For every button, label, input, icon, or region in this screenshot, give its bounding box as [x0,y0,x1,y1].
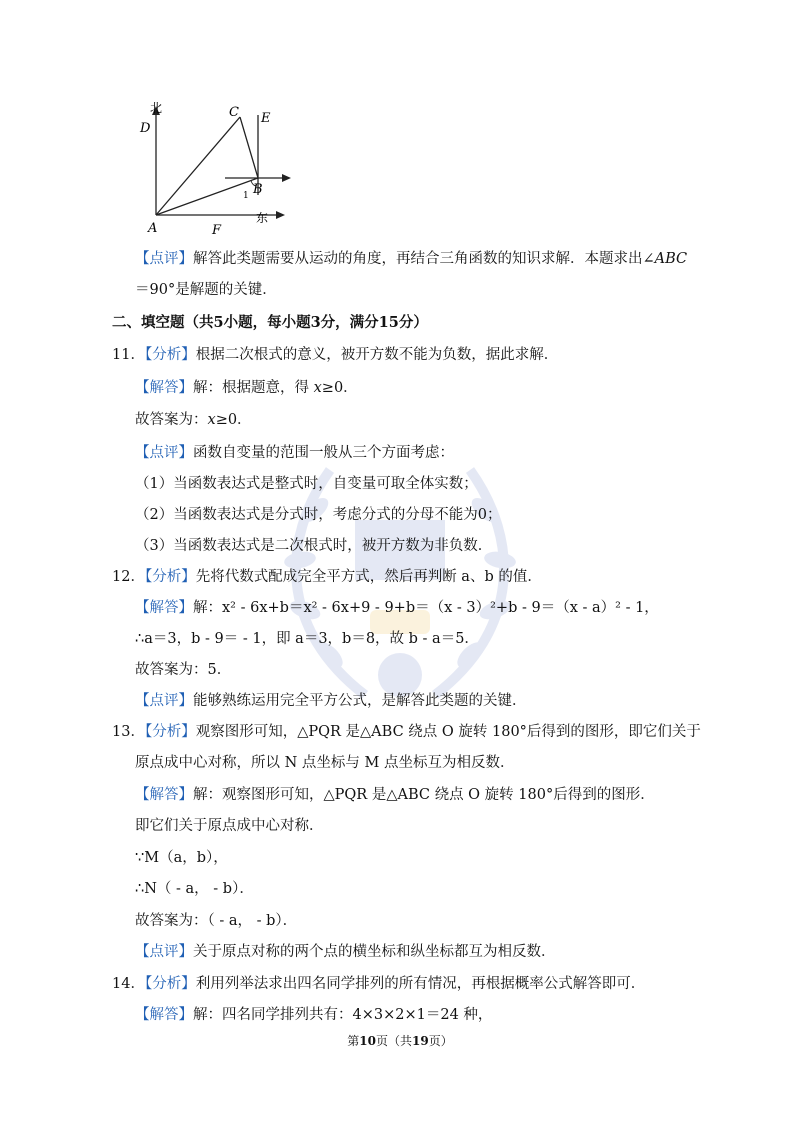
comment-tag: 【点评】 [135,445,193,461]
q12-number: 12． [112,569,145,585]
comment-tag: 【点评】 [135,251,193,267]
q14-analysis [112,974,645,994]
page-footer [0,1032,800,1049]
analysis-tag: 【分析】 [144,569,196,585]
analysis-tag: 【分析】 [144,724,196,740]
q11-number: 11． [112,347,145,363]
label-B: B [253,182,263,197]
angle-abc: ABC [654,251,688,267]
q11-solution-end: ≥0． [321,380,358,396]
q13-analysis [112,722,701,742]
q11-solution [135,378,358,398]
q13-solution [135,785,655,805]
label-C: C [229,105,239,120]
section-heading: 二、填空题（共5小题，每小题3分，满分15分） [112,314,428,331]
label-E: E [261,111,271,126]
footer-mid: 页（共 [375,1034,412,1048]
q11-case-3: （3）当函数表达式是二次根式时，被开方数为非负数． [135,538,493,554]
label-F: F [212,223,222,238]
analysis-tag: 【分析】 [144,976,196,992]
label-north: 北 [150,101,163,115]
solution-tag: 【解答】 [135,600,193,616]
q13-answer: 故答案为：（ - a， - b）． [135,913,298,929]
solution-tag: 【解答】 [135,787,193,803]
q13-line-4: ∴N（ - a， - b）． [135,881,254,897]
q12-line-2: ∴a＝3，b - 9＝ - 1，即 a＝3，b＝8，故 b - a＝5． [135,631,479,647]
q11-comment [135,443,454,463]
comment-tag: 【点评】 [135,693,193,709]
q14-solution [135,1005,492,1025]
total-pages: 19 [412,1034,429,1048]
q11-analysis-text: 根据二次根式的意义，被开方数不能为负数，据此求解． [195,347,559,363]
east-arrow-at-B-icon [282,174,291,182]
footer-pre: 第 [347,1034,360,1048]
comment-line-1 [135,249,687,269]
geometry-diagram [130,100,310,240]
var-x: x [207,412,216,428]
q12-analysis [112,567,542,587]
q13-line-3: ∵M（a，b）， [135,850,228,866]
q14-analysis-text: 利用列举法求出四名同学排列的所有情况，再根据概率公式解答即可． [195,976,646,992]
q12-comment-text: 能够熟练运用完全平方公式，是解答此类题的关键． [193,693,527,709]
label-D: D [140,121,151,136]
label-east: 东 [256,211,269,225]
solution-tag: 【解答】 [135,380,193,396]
q12-solution-text: 解：x² - 6x+b＝x² - 6x+9 - 9+b＝（x - 3）²+b - 9＝（x - a）² - 1， [193,600,659,616]
q13-comment [135,942,556,962]
q13-line-2: 即它们关于原点成中心对称． [135,818,324,834]
q13-analysis-line-2: 原点成中心对称，所以 N 点坐标与 M 点坐标互为相反数． [135,755,515,771]
q14-solution-text: 解：四名同学排列共有：4×3×2×1＝24 种， [193,1007,493,1023]
q14-number: 14． [112,976,145,992]
q13-number: 13． [112,724,145,740]
q11-case-1: （1）当函数表达式是整式时，自变量可取全体实数； [135,476,478,492]
q11-case-2: （2）当函数表达式是分式时，考虑分式的分母不能为0； [135,507,502,523]
q11-solution-text: 解：根据题意，得 [193,380,314,396]
q11-comment-text: 函数自变量的范围一般从三个方面考虑： [193,445,454,461]
q13-comment-text: 关于原点对称的两个点的横坐标和纵坐标都互为相反数． [193,944,556,960]
comment-line-2: ＝90°是解题的关键． [135,282,277,298]
comment-text: 解答此类题需要从运动的角度，再结合三角函数的知识求解．本题求出∠ [193,251,655,267]
q12-analysis-text: 先将代数式配成完全平方式，然后再判断 a、b 的值． [195,569,542,585]
footer-post: 页） [428,1034,453,1048]
q13-analysis-text: 观察图形可知，△PQR 是△ABC 绕点 O 旋转 180°后得到的图形，即它们关于 [195,724,701,740]
q13-solution-text: 解：观察图形可知，△PQR 是△ABC 绕点 O 旋转 180°后得到的图形． [193,787,655,803]
label-angle-1: 1 [243,191,249,201]
page-number: 10 [359,1034,376,1048]
east-arrow-icon [276,211,285,219]
var-x: x [313,380,322,396]
segment-CB [240,117,258,178]
answer-prefix: 故答案为： [135,412,208,428]
label-A: A [148,221,158,236]
q12-comment [135,691,527,711]
analysis-tag: 【分析】 [144,347,196,363]
solution-tag: 【解答】 [135,1007,193,1023]
q12-answer: 故答案为：5． [135,662,232,678]
answer-value: ≥0． [215,412,252,428]
q12-solution [135,598,659,618]
q11-analysis [112,345,558,365]
comment-tag: 【点评】 [135,944,193,960]
q11-answer [135,410,252,430]
